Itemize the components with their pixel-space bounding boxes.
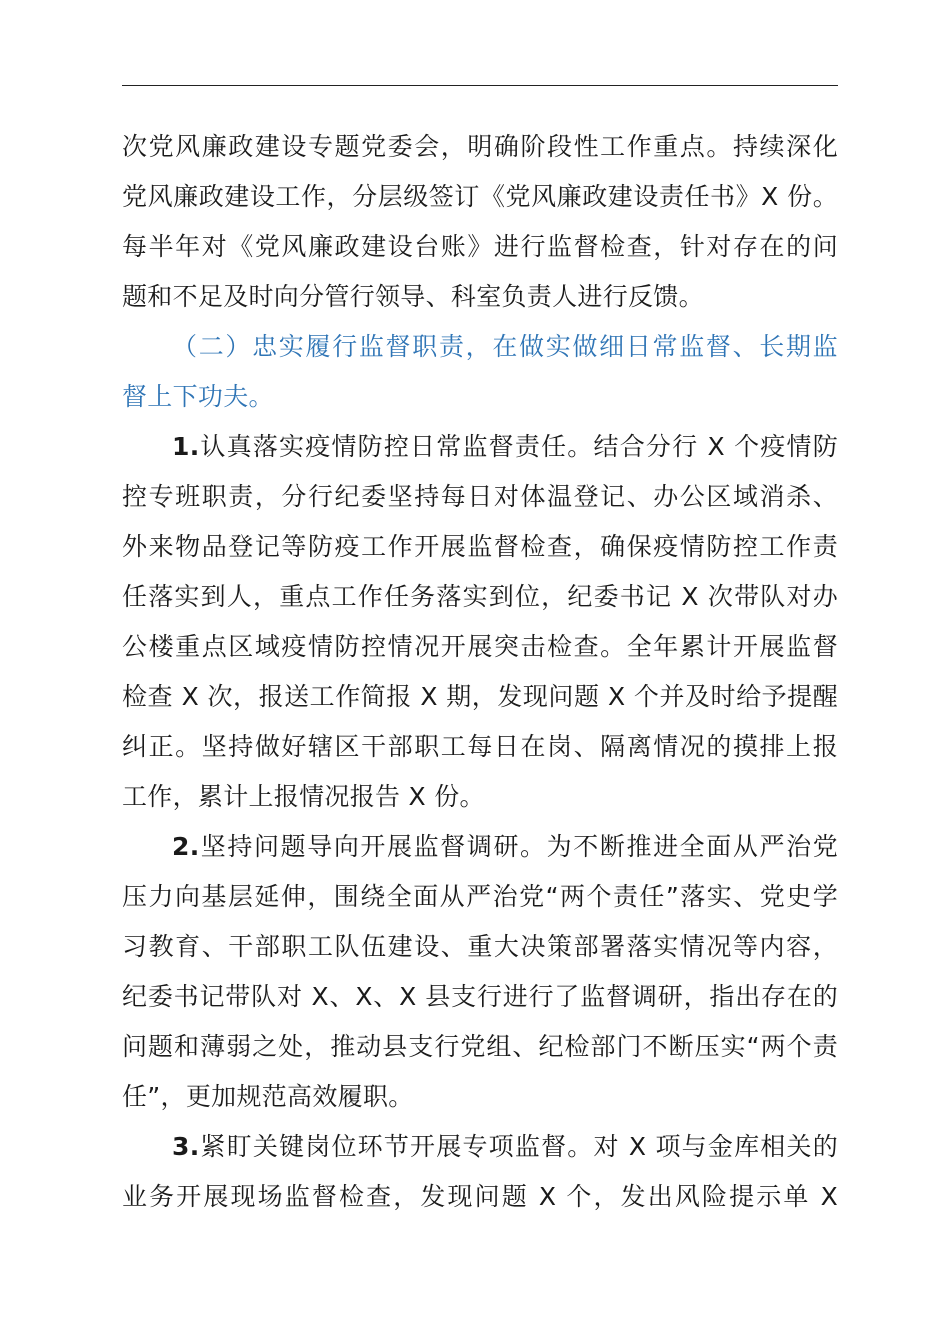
body-line: 业务开展现场监督检查，发现问题 X 个，发出风险提示单 X bbox=[122, 1182, 838, 1211]
body-line: 次党风廉政建设专题党委会，明确阶段性工作重点。持续深化 bbox=[122, 132, 838, 161]
body-line: 纠正。坚持做好辖区干部职工每日在岗、隔离情况的摸排上报 bbox=[122, 732, 838, 761]
body-line-first bbox=[122, 822, 838, 872]
body-line: 外来物品登记等防疫工作开展监督检查，确保疫情防控工作责 bbox=[122, 532, 838, 561]
heading-line: （二）忠实履行监督职责，在做实做细日常监督、长期监 bbox=[172, 332, 838, 361]
heading-line: 督上下功夫。 bbox=[122, 382, 274, 411]
item-number: 1. bbox=[172, 432, 200, 461]
body-line-first bbox=[122, 1122, 838, 1172]
numbered-paragraph-2 bbox=[122, 822, 838, 1122]
section-heading bbox=[122, 322, 838, 422]
header-rule bbox=[122, 85, 838, 86]
paragraph-continuation bbox=[122, 122, 838, 322]
document-body bbox=[122, 122, 838, 1222]
body-line: 题和不足及时向分管行领导、科室负责人进行反馈。 bbox=[122, 282, 704, 311]
item-text: 认真落实疫情防控日常监督责任。结合分行 X 个疫情防 bbox=[199, 432, 838, 461]
body-line: 每半年对《党风廉政建设台账》进行监督检查，针对存在的问 bbox=[122, 232, 838, 261]
body-line: 任落实到人，重点工作任务落实到位，纪委书记 X 次带队对办 bbox=[122, 582, 838, 611]
item-number: 3. bbox=[172, 1132, 200, 1161]
body-line: 工作，累计上报情况报告 X 份。 bbox=[122, 782, 485, 811]
body-line: 问题和薄弱之处，推动县支行党组、纪检部门不断压实“两个责 bbox=[122, 1032, 838, 1061]
body-line: 党风廉政建设工作，分层级签订《党风廉政建设责任书》X 份。 bbox=[122, 182, 838, 211]
item-number: 2. bbox=[172, 832, 200, 861]
body-line: 控专班职责，分行纪委坚持每日对体温登记、办公区域消杀、 bbox=[122, 482, 838, 511]
body-line: 压力向基层延伸，围绕全面从严治党“两个责任”落实、党史学 bbox=[122, 882, 838, 911]
numbered-paragraph-1 bbox=[122, 422, 838, 822]
body-line: 公楼重点区域疫情防控情况开展突击检查。全年累计开展监督 bbox=[122, 632, 838, 661]
body-line: 检查 X 次，报送工作简报 X 期，发现问题 X 个并及时给予提醒 bbox=[122, 682, 838, 711]
item-text: 紧盯关键岗位环节开展专项监督。对 X 项与金库相关的 bbox=[199, 1132, 838, 1161]
body-line-first bbox=[122, 422, 838, 472]
body-line: 纪委书记带队对 X、X、X 县支行进行了监督调研，指出存在的 bbox=[122, 982, 838, 1011]
item-text: 坚持问题导向开展监督调研。为不断推进全面从严治党 bbox=[199, 832, 838, 861]
body-line: 习教育、干部职工队伍建设、重大决策部署落实情况等内容， bbox=[122, 932, 838, 961]
numbered-paragraph-3 bbox=[122, 1122, 838, 1222]
body-line: 任”，更加规范高效履职。 bbox=[122, 1082, 414, 1111]
